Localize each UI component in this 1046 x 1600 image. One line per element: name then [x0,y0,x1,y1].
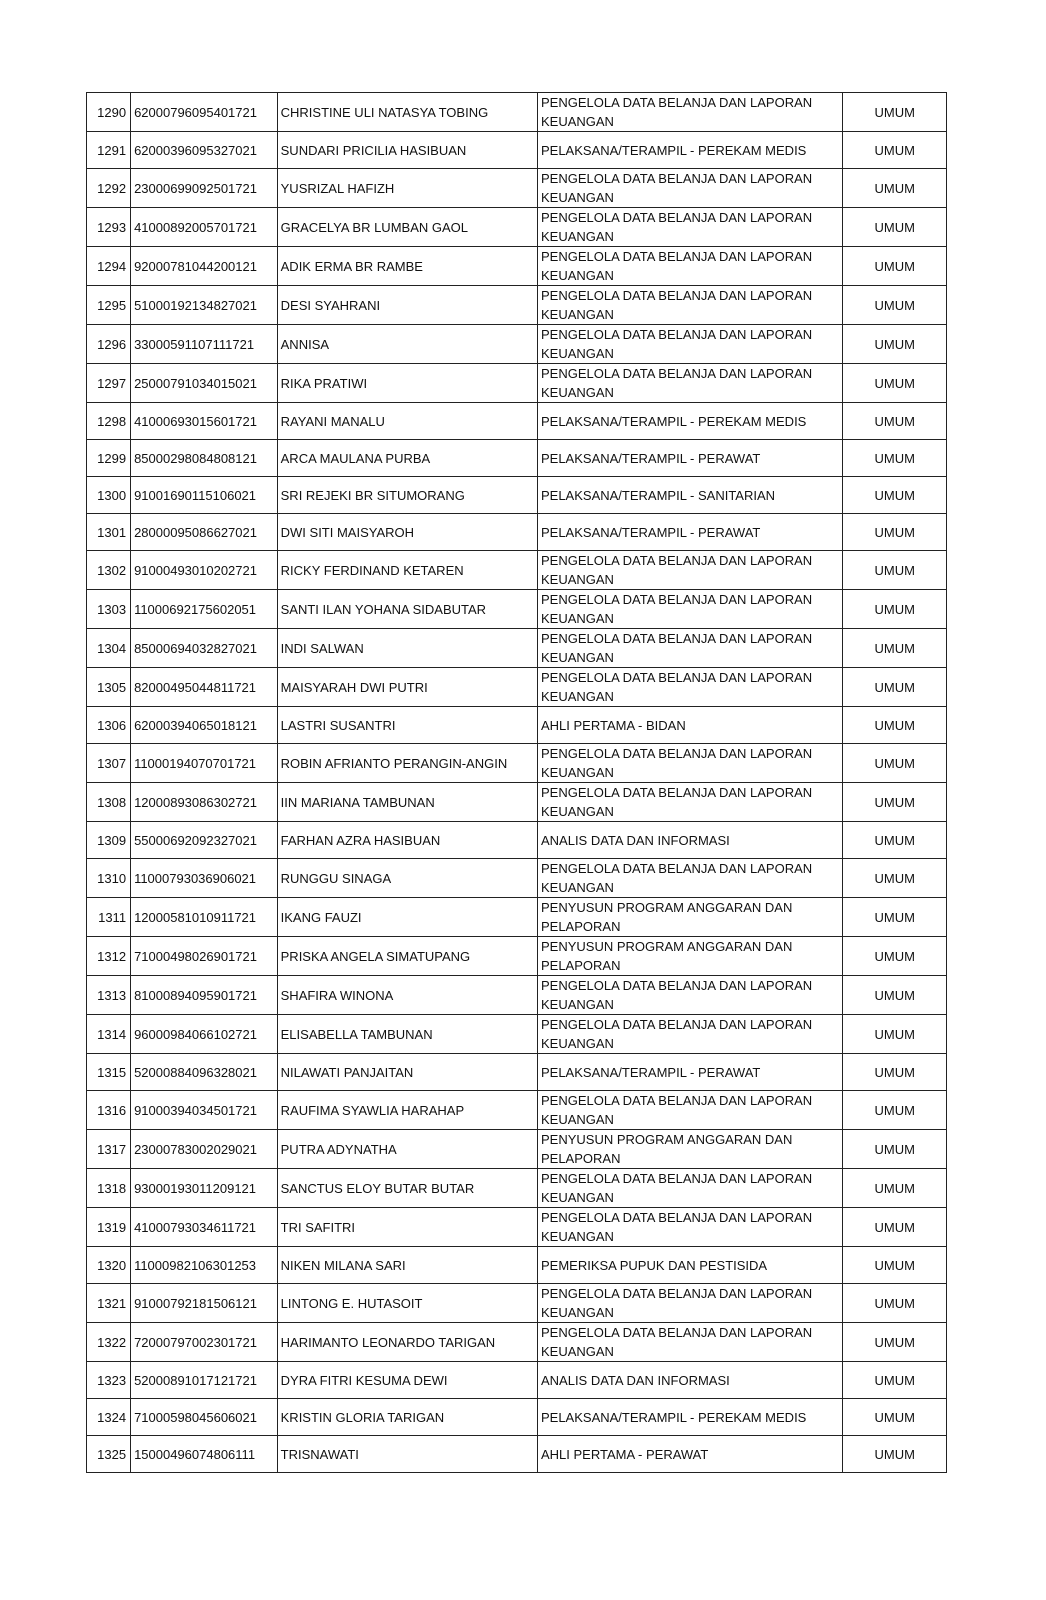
position-line: PENGELOLA DATA BELANJA DAN LAPORAN [540,1171,813,1186]
category-cell: UMUM [843,976,947,1015]
registration-id-cell: 92000781044200121 [131,247,278,286]
position-cell [537,1130,842,1169]
row-number-cell: 1295 [87,286,131,325]
table-row [87,1399,947,1436]
position-cell [537,1247,842,1284]
position-line: PENGELOLA DATA BELANJA DAN LAPORAN [540,366,813,381]
category-cell: UMUM [843,93,947,132]
table-row [87,976,947,1015]
position-line: PENGELOLA DATA BELANJA DAN LAPORAN [540,288,813,303]
category-cell: UMUM [843,364,947,403]
registration-id-cell: 85000298084808121 [131,440,278,477]
table-body [87,93,947,1473]
row-number-cell: 1313 [87,976,131,1015]
table-row [87,247,947,286]
row-number-cell: 1316 [87,1091,131,1130]
registration-id-cell: 62000396095327021 [131,132,278,169]
participant-name-cell: NILAWATI PANJAITAN [277,1054,537,1091]
position-line: PENGELOLA DATA BELANJA DAN LAPORAN [540,1017,813,1032]
position-line: KEUANGAN [540,611,614,626]
participant-name-cell: INDI SALWAN [277,629,537,668]
table-row [87,1130,947,1169]
position-cell [537,1362,842,1399]
category-cell: UMUM [843,937,947,976]
position-cell [537,1436,842,1473]
position-cell [537,208,842,247]
participant-name-cell: IIN MARIANA TAMBUNAN [277,783,537,822]
table-row [87,1362,947,1399]
category-cell: UMUM [843,822,947,859]
registration-id-cell: 23000783002029021 [131,1130,278,1169]
position-line: PELAKSANA/TERAMPIL - PEREKAM MEDIS [540,142,807,158]
category-cell: UMUM [843,169,947,208]
position-cell [537,403,842,440]
category-cell: UMUM [843,1362,947,1399]
participant-name-cell: HARIMANTO LEONARDO TARIGAN [277,1323,537,1362]
position-cell [537,1323,842,1362]
category-cell: UMUM [843,1323,947,1362]
table-row [87,629,947,668]
table-row [87,325,947,364]
participant-name-cell: RUNGGU SINAGA [277,859,537,898]
table-row [87,286,947,325]
row-number-cell: 1291 [87,132,131,169]
row-number-cell: 1302 [87,551,131,590]
table-row [87,477,947,514]
position-line: KEUANGAN [540,229,614,244]
participant-name-cell: IKANG FAUZI [277,898,537,937]
row-number-cell: 1304 [87,629,131,668]
position-line: ANALIS DATA DAN INFORMASI [540,832,730,848]
position-line: ANALIS DATA DAN INFORMASI [540,1372,730,1388]
position-cell [537,707,842,744]
participant-name-cell: RAUFIMA SYAWLIA HARAHAP [277,1091,537,1130]
category-cell: UMUM [843,1284,947,1323]
position-line: PENGELOLA DATA BELANJA DAN LAPORAN [540,1210,813,1225]
registration-id-cell: 91001690115106021 [131,477,278,514]
position-cell [537,898,842,937]
participant-name-cell: DWI SITI MAISYAROH [277,514,537,551]
participant-name-cell: ELISABELLA TAMBUNAN [277,1015,537,1054]
category-cell: UMUM [843,514,947,551]
registration-id-cell: 11000194070701721 [131,744,278,783]
participant-name-cell: MAISYARAH DWI PUTRI [277,668,537,707]
registration-id-cell: 55000692092327021 [131,822,278,859]
registration-id-cell: 91000792181506121 [131,1284,278,1323]
participant-name-cell: PRISKA ANGELA SIMATUPANG [277,937,537,976]
participant-name-cell: ROBIN AFRIANTO PERANGIN-ANGIN [277,744,537,783]
position-cell [537,514,842,551]
position-cell [537,937,842,976]
position-line: KEUANGAN [540,1305,614,1320]
position-line: PENGELOLA DATA BELANJA DAN LAPORAN [540,171,813,186]
position-cell [537,440,842,477]
category-cell: UMUM [843,132,947,169]
position-cell [537,286,842,325]
row-number-cell: 1323 [87,1362,131,1399]
position-cell [537,744,842,783]
position-line: KEUANGAN [540,307,614,322]
table-row [87,1323,947,1362]
position-line: PELAKSANA/TERAMPIL - PEREKAM MEDIS [540,413,807,429]
position-cell [537,477,842,514]
position-line: PENGELOLA DATA BELANJA DAN LAPORAN [540,1325,813,1340]
position-line: PENGELOLA DATA BELANJA DAN LAPORAN [540,1093,813,1108]
participant-name-cell: ANNISA [277,325,537,364]
position-cell [537,1015,842,1054]
registration-id-cell: 23000699092501721 [131,169,278,208]
position-line: KEUANGAN [540,650,614,665]
position-cell [537,132,842,169]
registration-id-cell: 41000693015601721 [131,403,278,440]
position-line: PELAKSANA/TERAMPIL - PERAWAT [540,450,761,466]
table-row [87,1169,947,1208]
position-line: KEUANGAN [540,1344,614,1359]
category-cell: UMUM [843,859,947,898]
registration-id-cell: 51000192134827021 [131,286,278,325]
row-number-cell: 1325 [87,1436,131,1473]
position-line: PELAKSANA/TERAMPIL - SANITARIAN [540,487,776,503]
row-number-cell: 1300 [87,477,131,514]
row-number-cell: 1322 [87,1323,131,1362]
position-line: PENGELOLA DATA BELANJA DAN LAPORAN [540,861,813,876]
position-cell [537,1208,842,1247]
position-line: PENGELOLA DATA BELANJA DAN LAPORAN [540,746,813,761]
table-row [87,668,947,707]
position-line: KEUANGAN [540,1229,614,1244]
position-line: KEUANGAN [540,804,614,819]
position-line: KEUANGAN [540,765,614,780]
position-line: KEUANGAN [540,190,614,205]
position-line: PENGELOLA DATA BELANJA DAN LAPORAN [540,95,813,110]
participant-name-cell: ARCA MAULANA PURBA [277,440,537,477]
registration-id-cell: 11000982106301253 [131,1247,278,1284]
category-cell: UMUM [843,668,947,707]
table-row [87,707,947,744]
position-line: PENGELOLA DATA BELANJA DAN LAPORAN [540,670,813,685]
table-row [87,1091,947,1130]
position-cell [537,93,842,132]
category-cell: UMUM [843,1054,947,1091]
participant-table [86,92,947,1473]
table-row [87,132,947,169]
participant-name-cell: DYRA FITRI KESUMA DEWI [277,1362,537,1399]
registration-id-cell: 52000891017121721 [131,1362,278,1399]
row-number-cell: 1315 [87,1054,131,1091]
row-number-cell: 1320 [87,1247,131,1284]
category-cell: UMUM [843,403,947,440]
registration-id-cell: 81000894095901721 [131,976,278,1015]
category-cell: UMUM [843,1208,947,1247]
registration-id-cell: 28000095086627021 [131,514,278,551]
participant-name-cell: LASTRI SUSANTRI [277,707,537,744]
table-row [87,783,947,822]
position-cell [537,590,842,629]
position-cell [537,551,842,590]
participant-name-cell: SHAFIRA WINONA [277,976,537,1015]
registration-id-cell: 91000493010202721 [131,551,278,590]
registration-id-cell: 93000193011209121 [131,1169,278,1208]
table-row [87,169,947,208]
table-row [87,937,947,976]
category-cell: UMUM [843,286,947,325]
table-row [87,93,947,132]
table-row [87,590,947,629]
position-cell [537,1169,842,1208]
category-cell: UMUM [843,208,947,247]
row-number-cell: 1317 [87,1130,131,1169]
position-line: PENYUSUN PROGRAM ANGGARAN DAN [540,1132,793,1147]
table-row [87,822,947,859]
row-number-cell: 1310 [87,859,131,898]
position-line: KEUANGAN [540,1190,614,1205]
position-line: PENGELOLA DATA BELANJA DAN LAPORAN [540,210,813,225]
position-cell [537,976,842,1015]
category-cell: UMUM [843,629,947,668]
category-cell: UMUM [843,1091,947,1130]
position-cell [537,859,842,898]
position-cell [537,629,842,668]
registration-id-cell: 11000793036906021 [131,859,278,898]
position-line: KEUANGAN [540,114,614,129]
position-cell [537,169,842,208]
position-line: AHLI PERTAMA - BIDAN [540,717,686,733]
registration-id-cell: 33000591107111721 [131,325,278,364]
category-cell: UMUM [843,440,947,477]
row-number-cell: 1312 [87,937,131,976]
row-number-cell: 1324 [87,1399,131,1436]
position-cell [537,822,842,859]
table-row [87,514,947,551]
registration-id-cell: 91000394034501721 [131,1091,278,1130]
category-cell: UMUM [843,744,947,783]
category-cell: UMUM [843,551,947,590]
registration-id-cell: 62000796095401721 [131,93,278,132]
category-cell: UMUM [843,1399,947,1436]
row-number-cell: 1318 [87,1169,131,1208]
registration-id-cell: 62000394065018121 [131,707,278,744]
table-row [87,403,947,440]
row-number-cell: 1306 [87,707,131,744]
position-line: KEUANGAN [540,346,614,361]
position-line: PENGELOLA DATA BELANJA DAN LAPORAN [540,978,813,993]
position-line: PELAPORAN [540,1151,621,1166]
participant-name-cell: DESI SYAHRANI [277,286,537,325]
table-row [87,1247,947,1284]
table-row [87,208,947,247]
position-line: PENGELOLA DATA BELANJA DAN LAPORAN [540,1286,813,1301]
registration-id-cell: 25000791034015021 [131,364,278,403]
row-number-cell: 1314 [87,1015,131,1054]
position-line: PENGELOLA DATA BELANJA DAN LAPORAN [540,785,813,800]
participant-name-cell: SRI REJEKI BR SITUMORANG [277,477,537,514]
row-number-cell: 1307 [87,744,131,783]
row-number-cell: 1294 [87,247,131,286]
row-number-cell: 1305 [87,668,131,707]
participant-name-cell: RICKY FERDINAND KETAREN [277,551,537,590]
category-cell: UMUM [843,783,947,822]
position-line: PENGELOLA DATA BELANJA DAN LAPORAN [540,249,813,264]
table-row [87,1208,947,1247]
category-cell: UMUM [843,1247,947,1284]
category-cell: UMUM [843,477,947,514]
position-line: KEUANGAN [540,268,614,283]
position-line: PELAPORAN [540,919,621,934]
participant-name-cell: TRI SAFITRI [277,1208,537,1247]
registration-id-cell: 71000498026901721 [131,937,278,976]
category-cell: UMUM [843,590,947,629]
registration-id-cell: 82000495044811721 [131,668,278,707]
participant-name-cell: GRACELYA BR LUMBAN GAOL [277,208,537,247]
table-row [87,1284,947,1323]
participant-name-cell: NIKEN MILANA SARI [277,1247,537,1284]
participant-name-cell: SUNDARI PRICILIA HASIBUAN [277,132,537,169]
position-line: PELAKSANA/TERAMPIL - PEREKAM MEDIS [540,1409,807,1425]
table-row [87,1015,947,1054]
participant-name-cell: KRISTIN GLORIA TARIGAN [277,1399,537,1436]
registration-id-cell: 52000884096328021 [131,1054,278,1091]
position-line: KEUANGAN [540,1036,614,1051]
category-cell: UMUM [843,1169,947,1208]
position-cell [537,364,842,403]
row-number-cell: 1292 [87,169,131,208]
position-line: PENYUSUN PROGRAM ANGGARAN DAN [540,900,793,915]
row-number-cell: 1296 [87,325,131,364]
position-cell [537,1054,842,1091]
position-cell [537,1091,842,1130]
position-line: KEUANGAN [540,689,614,704]
row-number-cell: 1298 [87,403,131,440]
table-row [87,1436,947,1473]
position-line: PELAKSANA/TERAMPIL - PERAWAT [540,1064,761,1080]
participant-name-cell: RIKA PRATIWI [277,364,537,403]
row-number-cell: 1290 [87,93,131,132]
position-line: KEUANGAN [540,572,614,587]
participant-name-cell: TRISNAWATI [277,1436,537,1473]
position-cell [537,783,842,822]
table-row [87,1054,947,1091]
participant-name-cell: SANTI ILAN YOHANA SIDABUTAR [277,590,537,629]
position-line: KEUANGAN [540,997,614,1012]
row-number-cell: 1319 [87,1208,131,1247]
table-row [87,551,947,590]
position-line: PELAPORAN [540,958,621,973]
category-cell: UMUM [843,1015,947,1054]
position-cell [537,1284,842,1323]
position-line: PENYUSUN PROGRAM ANGGARAN DAN [540,939,793,954]
position-line: AHLI PERTAMA - PERAWAT [540,1446,709,1462]
position-line: PENGELOLA DATA BELANJA DAN LAPORAN [540,327,813,342]
position-cell [537,668,842,707]
participant-name-cell: YUSRIZAL HAFIZH [277,169,537,208]
row-number-cell: 1299 [87,440,131,477]
row-number-cell: 1321 [87,1284,131,1323]
position-line: KEUANGAN [540,385,614,400]
row-number-cell: 1293 [87,208,131,247]
row-number-cell: 1303 [87,590,131,629]
table-row [87,744,947,783]
table-row [87,898,947,937]
category-cell: UMUM [843,325,947,364]
category-cell: UMUM [843,707,947,744]
row-number-cell: 1311 [87,898,131,937]
position-line: PENGELOLA DATA BELANJA DAN LAPORAN [540,553,813,568]
category-cell: UMUM [843,1130,947,1169]
participant-name-cell: RAYANI MANALU [277,403,537,440]
registration-id-cell: 15000496074806111 [131,1436,278,1473]
participant-name-cell: ADIK ERMA BR RAMBE [277,247,537,286]
row-number-cell: 1297 [87,364,131,403]
registration-id-cell: 11000692175602051 [131,590,278,629]
registration-id-cell: 41000793034611721 [131,1208,278,1247]
registration-id-cell: 71000598045606021 [131,1399,278,1436]
category-cell: UMUM [843,898,947,937]
table-row [87,859,947,898]
registration-id-cell: 85000694032827021 [131,629,278,668]
row-number-cell: 1309 [87,822,131,859]
row-number-cell: 1308 [87,783,131,822]
participant-name-cell: PUTRA ADYNATHA [277,1130,537,1169]
table-row [87,440,947,477]
registration-id-cell: 41000892005701721 [131,208,278,247]
participant-name-cell: LINTONG E. HUTASOIT [277,1284,537,1323]
registration-id-cell: 96000984066102721 [131,1015,278,1054]
row-number-cell: 1301 [87,514,131,551]
category-cell: UMUM [843,1436,947,1473]
position-line: KEUANGAN [540,1112,614,1127]
table-row [87,364,947,403]
position-line: PELAKSANA/TERAMPIL - PERAWAT [540,524,761,540]
participant-name-cell: SANCTUS ELOY BUTAR BUTAR [277,1169,537,1208]
registration-id-cell: 72000797002301721 [131,1323,278,1362]
position-line: PENGELOLA DATA BELANJA DAN LAPORAN [540,631,813,646]
registration-id-cell: 12000581010911721 [131,898,278,937]
position-cell [537,1399,842,1436]
category-cell: UMUM [843,247,947,286]
participant-name-cell: FARHAN AZRA HASIBUAN [277,822,537,859]
position-line: PENGELOLA DATA BELANJA DAN LAPORAN [540,592,813,607]
registration-id-cell: 12000893086302721 [131,783,278,822]
position-cell [537,325,842,364]
position-line: KEUANGAN [540,880,614,895]
position-line: PEMERIKSA PUPUK DAN PESTISIDA [540,1257,768,1273]
participant-name-cell: CHRISTINE ULI NATASYA TOBING [277,93,537,132]
position-cell [537,247,842,286]
